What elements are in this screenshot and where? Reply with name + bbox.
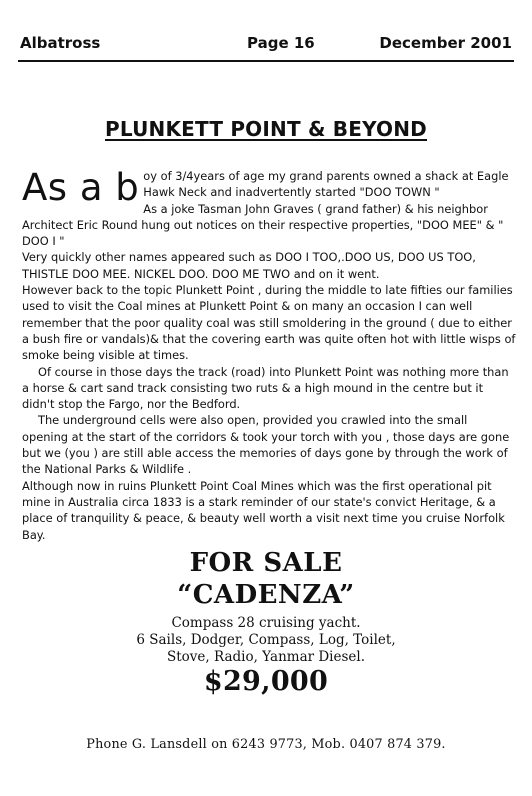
page-number: Page 16 [247,34,315,52]
boat-name: “CADENZA” [177,580,355,610]
issue-date: December 2001 [379,34,512,52]
article-paragraph: Although now in ruins Plunkett Point Coal Mines which was the first operational pit mine in Australia circa 1833 is a stark reminder of our state's convict Heritage, & a place of tranquility & peace, & beauty well worth a visit next time you cruise Norfolk Bay. [22,478,505,542]
article-paragraph: However back to the topic Plunkett Point , during the middle to late fifties our families used to visit the Coal mines at Plunkett Point & on many an occasion I can well remember that the poor quality coal was still smoldering in the ground ( due to either a bush fire or vandals)& that the covering earth was quite often hot with little wisps of smoke being visible at times. [22,283,516,363]
sale-price: $29,000 [203,666,329,697]
article-paragraph: The underground cells were also open, provided you crawled into the small opening at the start of the corridors & took your torch with you , those days are gone but we (you ) are still able access the memories of days gone by through the work of the National Parks & Wildlife . [22,413,510,477]
page-header [18,32,514,62]
ad-description-line: 6 Sails, Dodger, Compass, Log, Toilet, [136,632,396,648]
article-paragraph: As a joke Tasman John Graves ( grand father) & his neighbor Architect Eric Round hung out notices on their respective properties, "DOO MEE" & " DOO I " [22,201,504,249]
article-paragraph: Very quickly other names appeared such as DOO I TOO,.DOO US, DOO US TOO, THISTLE DOO MEE. NICKEL DOO. DOO ME TWO and on it went. [22,250,476,281]
contact-details: Phone G. Lansdell on 6243 9773, Mob. 0407 874 379. [86,737,446,752]
article-body [22,168,516,543]
article-paragraph: Of course in those days the track (road) into Plunkett Point was nothing more than a horse & cart sand track consisting two ruts & a high mound in the centre but it didn't stop the Fargo, nor the Bedford. [22,364,509,412]
article-title: PLUNKETT POINT & BEYOND [104,117,427,141]
ad-description-line: Stove, Radio, Yanmar Diesel. [166,649,366,665]
article-paragraph: oy of 3/4years of age my grand parents owned a shack at Eagle Hawk Neck and inadvertently started "DOO TOWN " [143,169,509,200]
publication-name: Albatross [20,34,101,52]
ad-description-line: Compass 28 cruising yacht. [171,615,361,631]
drop-cap: As a b [22,166,140,209]
for-sale-heading: FOR SALE [189,548,343,578]
